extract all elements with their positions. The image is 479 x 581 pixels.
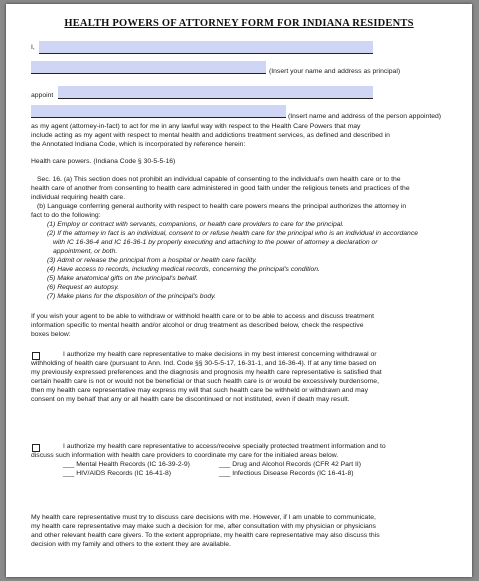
option1-line: withholding of health care (pursuant to Ann. Ind. Code §§ 30-5-5-17, 16-31-1, and 16-36-4). If at any time based on	[31, 360, 377, 367]
agent-text-line: include acting as my agent with respect to mental health and addictions treatment services, as defined and described in	[31, 132, 390, 139]
document-page	[6, 4, 472, 577]
sec16-line: fact to do the following:	[31, 212, 101, 219]
hiv-aids-records-initial[interactable]: ___ HIV/AIDS Records (IC 16-41-8)	[63, 470, 172, 477]
mental-health-records-initial[interactable]: ___ Mental Health Records (IC 16-39-2-9)	[63, 461, 190, 468]
power-item: with IC 16-36-4 and IC 16-36-1 by properly executing and attaching to the power of attorney a declaration or	[53, 239, 378, 246]
option1-line: certain health care is not or would not be beneficial or that such health care is or would be excessively burdensome,	[31, 378, 379, 385]
principal-name-underline	[39, 53, 373, 54]
power-item: (1) Employ or contract with servants, companions, or health care providers to care for the principal.	[47, 221, 344, 228]
agent-text-line: as my agent (attorney-in-fact) to act for me in any lawful way with respect to the Health Care Powers that may	[31, 123, 361, 130]
closing-line: decision with my family and others to the extent they are available.	[31, 541, 231, 548]
i-label: I,	[31, 44, 35, 51]
option1-line: consent on my behalf that any or all health care be discontinued or not instituted, even if death may result.	[31, 396, 350, 403]
withhold-intro-line: boxes below:	[31, 331, 71, 338]
section-heading: Health care powers. (Indiana Code § 30-5-5-16)	[31, 158, 176, 165]
agent-address-underline	[31, 117, 286, 118]
insert-appointed-label: (Insert name and address of the person appointed)	[288, 113, 442, 120]
option2-line: discuss such information with health care providers to coordinate my care for the initialed areas below.	[31, 452, 339, 459]
power-item: appointment, or both.	[53, 248, 118, 255]
withdraw-care-checkbox[interactable]	[32, 352, 40, 360]
closing-line: my health care representative may make such a decision for me, after consultation with my physician or physicians	[31, 523, 376, 530]
option1-line: my previously expressed preferences and the diagnosis and prognosis my health care representative is satisfied that	[31, 369, 382, 376]
power-item: (3) Admit or release the principal from a hospital or health care facility.	[47, 257, 258, 264]
sec16-line: individual requiring health care.	[31, 194, 126, 201]
sec16-line: Sec. 16. (a) This section does not prohibit an individual capable of consenting to the individual's own health care or to the	[37, 176, 401, 183]
agent-name-underline	[58, 98, 373, 99]
option1-line: then my health care representative may express my will that such health care be withheld or withdrawn and may	[31, 387, 368, 394]
closing-line: My health care representative must try to discuss care decisions with me. However, if I am unable to communicate,	[31, 514, 376, 521]
option2-line: I authorize my health care representative to access/receive specially protected treatment information and to	[63, 443, 386, 450]
power-item: (7) Make plans for the disposition of the principal's body.	[47, 293, 216, 300]
access-records-checkbox[interactable]	[32, 444, 40, 452]
sec16-line: health care of another from consenting to health care administered in good faith under the religious tenets and practices of the	[31, 185, 410, 192]
withhold-intro-line: If you wish your agent to be able to withdraw or withhold health care or to be able to access and discuss treatment	[31, 313, 375, 320]
option1-line: I authorize my health care representative to make decisions in my best interest concerning withdrawal or	[63, 351, 377, 358]
infectious-disease-records-initial[interactable]: ___ Infectious Disease Records (IC 16-41-8)	[219, 470, 354, 477]
insert-name-label: (Insert your name and address as principal)	[269, 68, 401, 75]
agent-text-line: the Annotated Indiana Code, which is incorporated by reference herein:	[31, 141, 246, 148]
sec16-line: (b) Language conferring general authority with respect to health care powers means the principal authorizes the attorney in	[37, 203, 407, 210]
withhold-intro-line: information specific to mental health and/or alcohol or drug treatment as described below, check the respective	[31, 322, 364, 329]
power-item: (2) If the attorney in fact is an individual, consent to or refuse health care for the principal who is an individual in accordance	[47, 230, 419, 237]
power-item: (4) Have access to records, including medical records, concerning the principal's condition.	[47, 266, 320, 273]
power-item: (5) Make anatomical gifts on the principal's behalf.	[47, 275, 198, 282]
principal-address-underline	[31, 73, 266, 74]
appoint-label: appoint	[31, 92, 54, 99]
form-title: HEALTH POWERS OF ATTORNEY FORM FOR INDIANA RESIDENTS	[64, 18, 414, 29]
drug-alcohol-records-initial[interactable]: ___ Drug and Alcohol Records (CFR 42 Part II)	[219, 461, 362, 468]
power-item: (6) Request an autopsy.	[47, 284, 120, 291]
closing-line: and other relevant health care givers. To the extent appropriate, my health care representative may also discuss this	[31, 532, 380, 539]
